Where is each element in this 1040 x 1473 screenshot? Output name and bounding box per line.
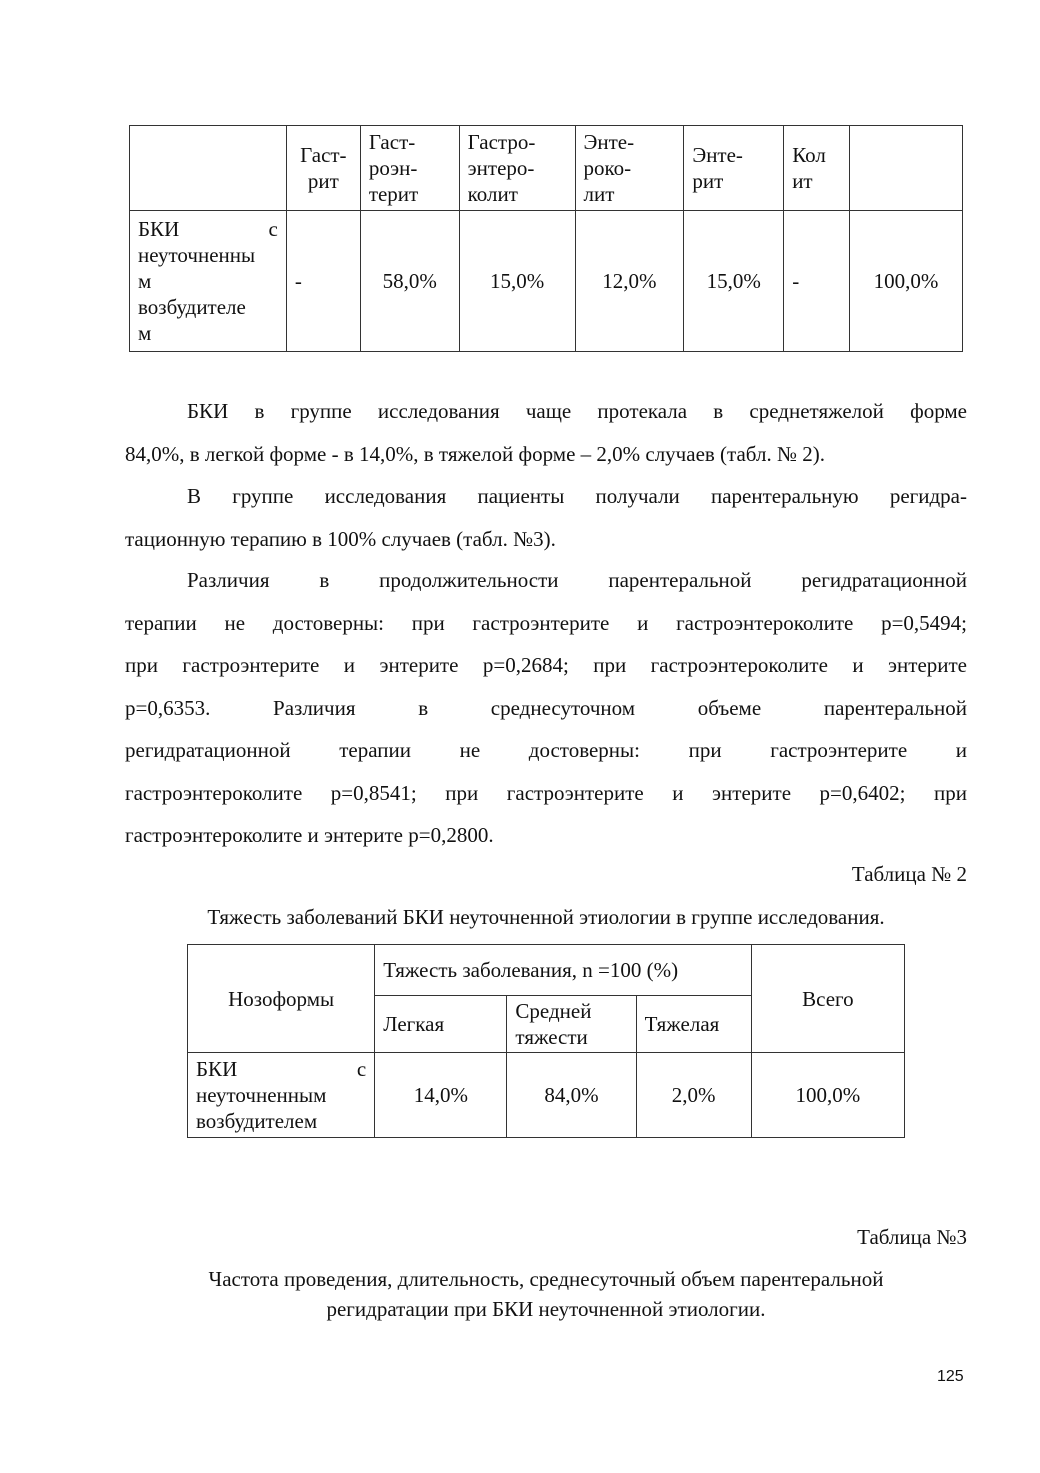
row-label-line: неуточненны [138, 243, 256, 267]
row-label-line: м [138, 321, 152, 345]
table-header-row [130, 126, 963, 211]
row-label-word: с [268, 217, 278, 241]
table-header-cell: Тяжелая [636, 996, 751, 1053]
text-line: гастроэнтероколите p=0,8541; при гастроэнтерите и энтерите p=0,6402; при [125, 780, 967, 805]
severity-table [187, 944, 905, 1138]
text-line: при гастроэнтерите и энтерите p=0,2684; при гастроэнтероколите и энтерите [125, 653, 967, 677]
table-header-cell [130, 126, 287, 211]
row-label-line: возбудителем [196, 1109, 318, 1133]
row-label-cell [130, 211, 287, 352]
caption-line: регидратации при БКИ неуточненной этиологии. [326, 1297, 766, 1321]
row-label-line: возбудителе [138, 295, 246, 319]
table-header-cell [850, 126, 963, 211]
table-row [188, 1053, 905, 1138]
table-header-cell: Гаст- рит [286, 126, 360, 211]
table-header-cell: Энте- роко- лит [575, 126, 684, 211]
text-line: гастроэнтероколите и энтерите p=0,2800. [125, 823, 494, 847]
text-line: БКИ в группе исследования чаще протекала в среднетяжелой форме [187, 399, 967, 423]
table-header-cell: Гаст- роэн- терит [360, 126, 459, 211]
table-cell: 15,0% [684, 211, 784, 352]
text-line: тационную терапию в 100% случаев (табл. №3). [125, 526, 556, 551]
table-title-caption [125, 1264, 967, 1324]
disease-distribution-table [129, 125, 963, 352]
table-cell: 15,0% [459, 211, 575, 352]
table-header-cell: Кол ит [784, 126, 850, 211]
table-cell: 14,0% [375, 1053, 507, 1138]
paragraph-severity [125, 390, 967, 475]
table-cell: 58,0% [360, 211, 459, 352]
table-header-cell: Гастро- энтеро- колит [459, 126, 575, 211]
table-cell: 100,0% [751, 1053, 904, 1138]
text-line: терапии не достоверны: при гастроэнтерите и гастроэнтероколите p=0,5494; [125, 610, 967, 635]
text-line: регидратационной терапии не достоверны: при гастроэнтерите и [125, 738, 967, 762]
page-number: 125 [937, 1368, 964, 1385]
table-title-caption: Тяжесть заболеваний БКИ неуточненной этиологии в группе исследования. [207, 905, 885, 929]
text-line: Различия в продолжительности парентеральной регидратационной [187, 568, 967, 592]
row-label-word: с [356, 1057, 367, 1081]
table-cell: - [784, 211, 850, 352]
table-cell: - [286, 211, 360, 352]
row-label-word: БКИ [196, 1057, 238, 1081]
table-number-caption: Таблица №3 [857, 1225, 967, 1249]
table-header-cell: Нозоформы [188, 945, 375, 1053]
table-cell: 84,0% [507, 1053, 636, 1138]
caption-line: Частота проведения, длительность, среднесуточный объем парентеральной [208, 1267, 884, 1291]
table-cell: 12,0% [575, 211, 684, 352]
text-line: В группе исследования пациенты получали парентеральную регидра- [187, 484, 967, 508]
table-header-cell: Средней тяжести [507, 996, 636, 1053]
table-header-cell: Тяжесть заболевания, n =100 (%) [375, 945, 752, 996]
text-line: p=0,6353. Различия в среднесуточном объеме парентеральной [125, 695, 967, 720]
table-header-row [188, 945, 905, 996]
row-label-word: БКИ [138, 217, 180, 241]
table-cell: 100,0% [850, 211, 963, 352]
row-label-line: неуточненным [196, 1083, 327, 1107]
table-header-cell: Энте- рит [684, 126, 784, 211]
table-cell: 2,0% [636, 1053, 751, 1138]
table-header-cell: Всего [751, 945, 904, 1053]
paragraph-therapy [125, 475, 967, 560]
table-number-caption: Таблица № 2 [851, 862, 967, 886]
row-label-cell [188, 1053, 375, 1138]
table-row [130, 211, 963, 352]
table-header-cell: Легкая [375, 996, 507, 1053]
text-line: 84,0%, в легкой форме - в 14,0%, в тяжелой форме – 2,0% случаев (табл. № 2). [125, 441, 825, 466]
paragraph-statistics [125, 559, 967, 857]
row-label-line: м [138, 269, 152, 293]
